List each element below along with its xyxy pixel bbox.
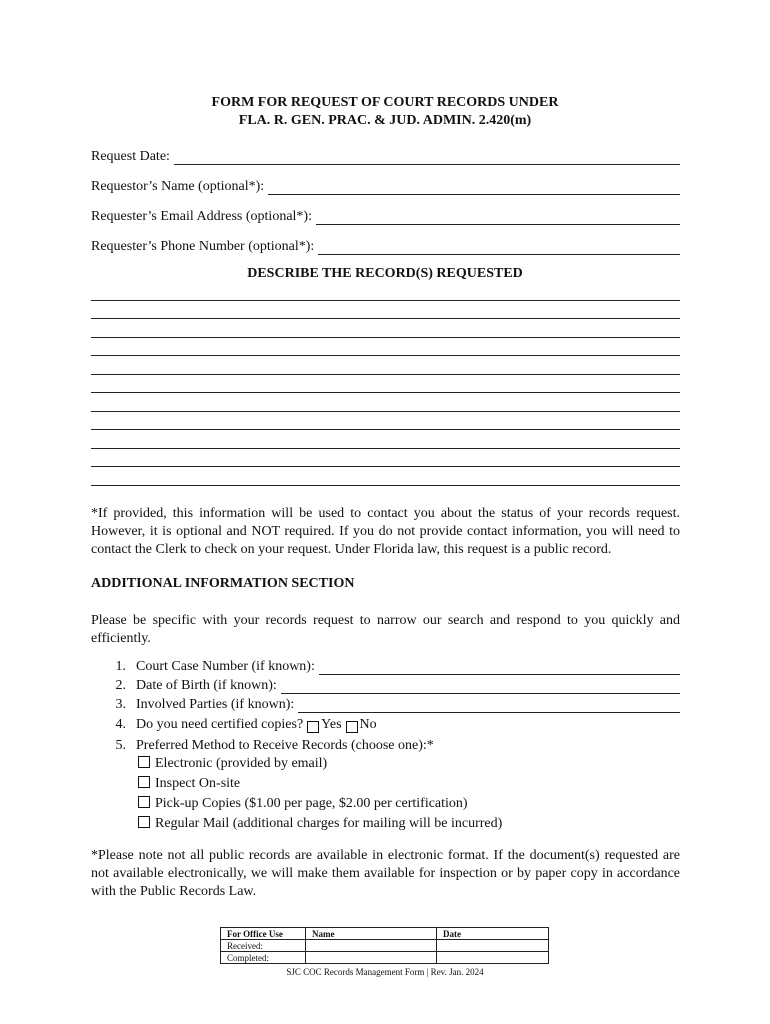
- description-line[interactable]: [91, 429, 680, 430]
- option-label: Regular Mail (additional charges for mailing will be incurred): [155, 816, 503, 831]
- description-line[interactable]: [91, 318, 680, 319]
- case-number-label: Court Case Number (if known):: [136, 659, 315, 674]
- table-row: [221, 952, 549, 964]
- checkbox[interactable]: [138, 796, 150, 808]
- description-line[interactable]: [91, 337, 680, 338]
- electronic-note: *Please note not all public records are available in electronic format. If the document(s) requested are not available electronically, we will make them available for inspection or by paper copy in accordance with the Public Records Law.: [91, 848, 680, 899]
- checkbox[interactable]: [138, 816, 150, 828]
- parties-label: Involved Parties (if known):: [136, 697, 295, 712]
- method-label: Preferred Method to Receive Records (choose one):*: [136, 738, 434, 753]
- certified-label: Do you need certified copies?: [136, 717, 304, 732]
- phone-field[interactable]: [91, 237, 680, 255]
- office-use-table: [220, 927, 549, 964]
- checkbox[interactable]: [138, 756, 150, 768]
- method-option-electronic[interactable]: [138, 756, 327, 776]
- requestor-name-field[interactable]: [91, 177, 680, 195]
- method-option-mail[interactable]: [138, 816, 502, 836]
- additional-heading: ADDITIONAL INFORMATION SECTION: [91, 576, 355, 591]
- describe-heading: DESCRIBE THE RECORD(S) REQUESTED: [247, 266, 523, 281]
- email-label: Requester’s Email Address (optional*):: [91, 209, 312, 224]
- list-number: 5.: [115, 738, 126, 753]
- list-item-dob[interactable]: [104, 676, 680, 694]
- request-date-label: Request Date:: [91, 149, 170, 164]
- additional-intro: Please be specific with your records request to narrow our search and respond to you quickly and efficiently.: [91, 613, 680, 646]
- request-date-field[interactable]: [91, 147, 680, 165]
- email-field[interactable]: [91, 207, 680, 225]
- list-item-method: [104, 736, 680, 754]
- list-item-certified: [104, 715, 680, 733]
- completed-name-cell[interactable]: [306, 952, 437, 964]
- description-line[interactable]: [91, 355, 680, 356]
- yes-checkbox[interactable]: [307, 721, 319, 733]
- phone-label: Requester’s Phone Number (optional*):: [91, 239, 315, 254]
- date-header: Date: [437, 928, 549, 940]
- description-line[interactable]: [91, 392, 680, 393]
- method-option-inspect[interactable]: [138, 776, 240, 796]
- requestor-name-line[interactable]: [268, 180, 680, 195]
- description-line[interactable]: [91, 485, 680, 486]
- received-name-cell[interactable]: [306, 940, 437, 952]
- dob-line[interactable]: [281, 679, 680, 694]
- office-header: For Office Use: [221, 928, 306, 940]
- footer-text: SJC COC Records Management Form | Rev. Jan. 2024: [286, 967, 484, 977]
- description-line[interactable]: [91, 300, 680, 301]
- contact-note: *If provided, this information will be used to contact you about the status of your records request. However, it is optional and NOT required. If you do not provide contact information, you will need to contact the Clerk to check on your request. Under Florida law, this request is a public record.: [91, 506, 680, 557]
- option-label: Electronic (provided by email): [155, 756, 328, 771]
- option-label: Inspect On-site: [155, 776, 241, 791]
- list-item-case-number[interactable]: [104, 657, 680, 675]
- dob-label: Date of Birth (if known):: [136, 678, 277, 693]
- list-number: 2.: [115, 678, 126, 693]
- method-option-pickup[interactable]: [138, 796, 468, 816]
- table-row: [221, 940, 549, 952]
- requestor-name-label: Requestor’s Name (optional*):: [91, 179, 265, 194]
- name-header: Name: [306, 928, 437, 940]
- received-date-cell[interactable]: [437, 940, 549, 952]
- list-number: 4.: [115, 717, 126, 732]
- option-label: Pick-up Copies ($1.00 per page, $2.00 per certification): [155, 796, 468, 811]
- list-number: 1.: [115, 659, 126, 674]
- form-title-line2: FLA. R. GEN. PRAC. & JUD. ADMIN. 2.420(m): [238, 113, 532, 128]
- checkbox[interactable]: [138, 776, 150, 788]
- received-label: Received:: [221, 940, 306, 952]
- parties-line[interactable]: [298, 698, 680, 713]
- phone-line[interactable]: [318, 240, 680, 255]
- request-date-line[interactable]: [174, 150, 680, 165]
- case-number-line[interactable]: [319, 660, 680, 675]
- description-line[interactable]: [91, 466, 680, 467]
- description-line[interactable]: [91, 448, 680, 449]
- completed-date-cell[interactable]: [437, 952, 549, 964]
- yes-label: Yes: [321, 717, 342, 732]
- completed-label: Completed:: [221, 952, 306, 964]
- description-line[interactable]: [91, 374, 680, 375]
- no-checkbox[interactable]: [346, 721, 358, 733]
- form-title-line1: FORM FOR REQUEST OF COURT RECORDS UNDER: [211, 95, 559, 110]
- email-line[interactable]: [316, 210, 680, 225]
- additional-list: [104, 657, 680, 754]
- list-number: 3.: [115, 697, 126, 712]
- description-line[interactable]: [91, 411, 680, 412]
- list-item-parties[interactable]: [104, 695, 680, 713]
- no-label: No: [359, 717, 377, 732]
